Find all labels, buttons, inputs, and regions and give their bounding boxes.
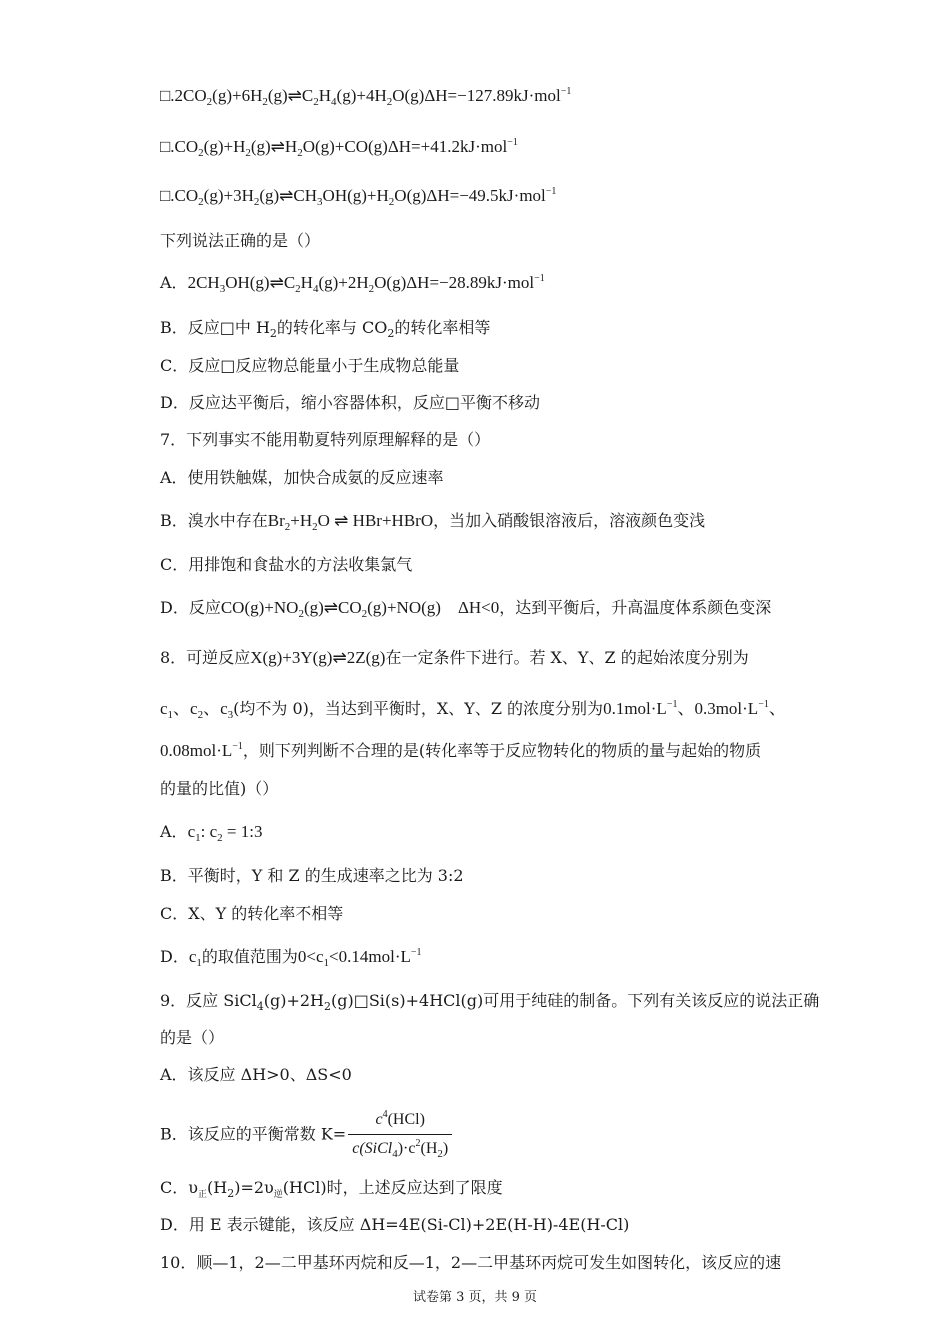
equilibrium-arrow-icon: ⇌ — [323, 598, 339, 617]
equilibrium-arrow-icon: ⇌ — [270, 137, 285, 156]
q7-option-c[interactable]: C．用排饱和食盐水的方法收集氯气 — [160, 555, 413, 574]
q8-stem-line1: 8．可逆反应X(g)+3Y(g)⇌2Z(g)在一定条件下进行。若 X、Y、Z 的起始浓度分别为 — [160, 648, 749, 667]
q8-stem-line3: $0.08mol\cdot L^{-1}$，则下列判断不合理的是(转化率等于反应物转化的物质的量与起始的物质 — [160, 741, 762, 760]
equilibrium-arrow-icon: ⇌ — [334, 511, 349, 530]
q9-option-d[interactable]: D．用 E 表示键能，该反应 ΔH=4E(Si-Cl)+2E(H-H)-4E(H-Cl) — [160, 1215, 630, 1234]
q7-stem: 7．下列事实不能用勒夏特列原理解释的是（） — [160, 430, 491, 449]
equilibrium-arrow-icon: ⇌ — [279, 186, 294, 205]
q7-option-b[interactable]: B．溴水中存在$Br_2+H_2O$ ⇌ HBr+HBrO，当加入硝酸银溶液后，溶液颜色变浅 — [160, 511, 706, 533]
q7-option-a[interactable]: A．使用铁触媒，加快合成氨的反应速率 — [160, 468, 444, 487]
q8-stem-line4: 的量的比值)（） — [160, 779, 279, 798]
q8-option-a[interactable]: A．$c_1$: $c_2$ = 1:3 — [160, 822, 263, 844]
reaction-2: $□.CO_2(g)+H_2(g)\rightleftharpoons H_2O(g)+CO(g)\Delta H=+41.2kJ\cdot mol^{-1}$ — [160, 137, 518, 159]
q8-option-c[interactable]: C．X、Y 的转化率不相等 — [160, 904, 344, 923]
equilibrium-arrow-icon: ⇌ — [269, 273, 284, 292]
reaction-1: $□.2CO_2(g)+6H_2(g)\rightleftharpoons C_2H_4(g)+4H_2O(g)\Delta H=-127.89kJ\cdot mol^{-1}$ — [160, 86, 572, 108]
q6-option-d[interactable]: D．反应达平衡后，缩小容器体积，反应□平衡不移动 — [160, 393, 540, 412]
q8-option-d[interactable]: D．$c_1$的取值范围为$0<c_1<0.14mol\cdot L^{-1}$ — [160, 947, 422, 969]
q6-stem: 下列说法正确的是（） — [160, 231, 321, 250]
q9-stem-line1: 9．反应 $SiCl_4(g)+2H_2(g)□Si(s)+4HCl(g)$可用于纯硅的制备。下列有关该反应的说法正确 — [160, 991, 820, 1013]
reaction-marker: □. — [160, 86, 175, 105]
q10-stem-line1: 10．顺—1，2—二甲基环丙烷和反—1，2—二甲基环丙烷可发生如图转化，该反应的速 — [160, 1253, 782, 1272]
equilibrium-arrow-icon: ⇌ — [287, 86, 302, 105]
reaction-3: $□.CO_2(g)+3H_2(g)\rightleftharpoons CH_3OH(g)+H_2O(g)\Delta H=-49.5kJ\cdot mol^{-1}$ — [160, 186, 557, 208]
q9-option-c[interactable]: C．$\upsilon_正(H_2)=2\upsilon_逆(HCl)$时，上述反应达到了限度 — [160, 1178, 503, 1200]
equilibrium-constant-fraction: $\frac{c^4(HCl)}{c(SiCl_4)\cdot c^2(H_2)}$ — [348, 1108, 452, 1161]
q6-option-c[interactable]: C．反应□反应物总能量小于生成物总能量 — [160, 356, 460, 375]
q9-stem-line2: 的是（） — [160, 1028, 225, 1047]
q8-option-b[interactable]: B．平衡时，Y 和 Z 的生成速率之比为 3:2 — [160, 866, 464, 885]
page-footer: 试卷第 3 页，共 9 页 — [412, 1290, 538, 1305]
q6-option-b[interactable]: B．反应□中 $H_2$的转化率与 $CO_2$的转化率相等 — [160, 318, 491, 340]
q8-stem-line2: $c_1$、$c_2$、$c_3$(均不为 0)，当达到平衡时，X、Y、Z 的浓度分别为$0.1mol\cdot L^{-1}$、$0.3mol\cdot L^{-1}$、 — [160, 699, 786, 721]
q9-option-b[interactable]: B．该反应的平衡常数 K= $\frac{c^4(HCl)}{c(SiCl_4)\cdot c^2(H_2)}$ — [160, 1108, 452, 1161]
q9-option-a[interactable]: A．该反应 ΔH>0、ΔS<0 — [160, 1065, 352, 1084]
q6-option-a[interactable]: A．$2CH_3OH(g)\rightleftharpoons C_2H_4(g)+2H_2O(g)\Delta H=-28.89kJ\cdot mol^{-1}$ — [160, 273, 545, 295]
equilibrium-arrow-icon: ⇌ — [332, 648, 347, 667]
q7-option-d[interactable]: D．反应$CO(g)+NO_2(g)\rightleftharpoons CO_2(g)+NO(g)$ ΔH<0，达到平衡后，升高温度体系颜色变深 — [160, 598, 772, 620]
